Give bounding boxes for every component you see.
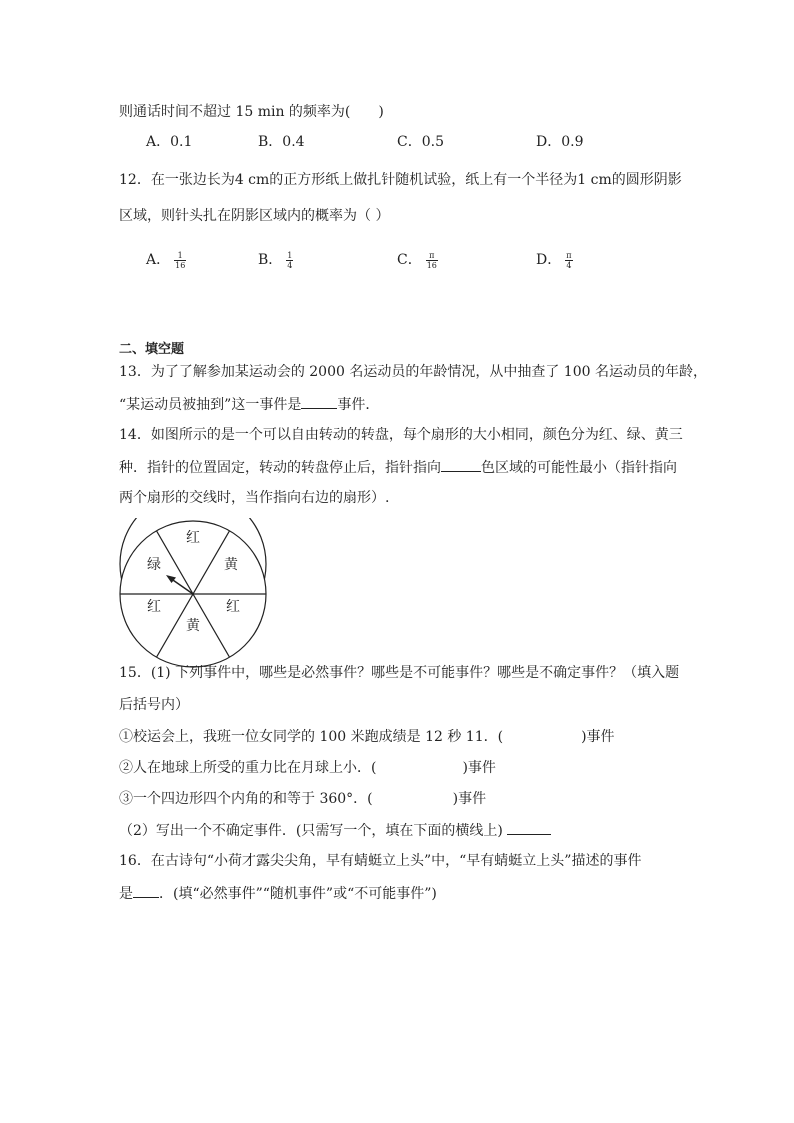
- q15-line1: 15．(1) 下列事件中，哪些是必然事件？哪些是不可能事件？哪些是不确定事件？（填入题: [119, 665, 680, 681]
- sector-label-top: 红: [186, 530, 200, 546]
- answer-blank[interactable]: [133, 883, 159, 898]
- answer-blank[interactable]: [441, 457, 481, 472]
- q12-line1: 12．在一张边长为4 cm的正方形纸上做扎针随机试验，纸上有一个半径为1 cm的圆形阴影: [119, 172, 682, 188]
- q13-text-b: 事件．: [337, 397, 380, 413]
- fraction: [565, 251, 572, 270]
- q12-option-a: [146, 250, 186, 270]
- fraction: [286, 251, 293, 270]
- item3-text: ③一个四边形四个内角的和等于 360°．(: [119, 791, 373, 807]
- q15-item1: [119, 727, 615, 747]
- q11-option-b: B．0.4: [258, 134, 305, 150]
- q11-option-a: A．0.1: [146, 134, 193, 150]
- q12-line2: 区域，则针头扎在阴影区域内的概率为（ ）: [119, 208, 390, 224]
- sector-label-lower-left: 红: [147, 599, 161, 615]
- q16-line2: [119, 883, 437, 904]
- option-letter: C．: [397, 252, 422, 268]
- q14-line2: [119, 457, 677, 478]
- denominator: 16: [426, 260, 437, 270]
- sector-label-upper-right: 黄: [224, 557, 238, 573]
- q13-line1: 13．为了了解参加某运动会的 2000 名运动员的年龄情况，从中抽查了 100 名运动员的年龄，: [119, 364, 707, 380]
- fraction: [426, 251, 438, 270]
- q12-option-c: [397, 250, 438, 270]
- q11-option-d: D．0.9: [536, 134, 584, 150]
- item2-suffix: )事件: [462, 760, 496, 776]
- q15-line2: 后括号内）: [119, 697, 189, 713]
- q16-text-a: 是: [119, 886, 133, 902]
- q14-text-b: 色区域的可能性最小（指针指向: [481, 460, 677, 476]
- q14-line1: 14．如图所示的是一个可以自由转动的转盘，每个扇形的大小相同，颜色分为红、绿、黄三: [119, 427, 683, 443]
- q12-option-b: [258, 250, 293, 270]
- sector-label-bottom: 黄: [186, 618, 200, 634]
- q13-text-a: “某运动员被抽到”这一事件是: [119, 397, 302, 413]
- item1-suffix: )事件: [581, 729, 615, 745]
- option-letter: B．: [258, 252, 283, 268]
- denominator: 4: [287, 260, 293, 270]
- q11-option-c: C．0.5: [397, 134, 444, 150]
- denominator: 4: [566, 260, 572, 270]
- numerator: π: [566, 250, 572, 260]
- fraction: [174, 251, 186, 270]
- q14-text-a: 种．指针的位置固定，转动的转盘停止后，指针指向: [119, 460, 441, 476]
- denominator: 16: [175, 260, 186, 270]
- option-letter: A．: [146, 252, 171, 268]
- q15-item2: [119, 758, 496, 778]
- part2-text: （2）写出一个不确定事件．(只需写一个，填在下面的横线上): [119, 823, 503, 839]
- q14-line3: 两个扇形的交线时，当作指向右边的扇形）.: [119, 490, 390, 506]
- item2-text: ②人在地球上所受的重力比在月球上小．(: [119, 760, 377, 776]
- q12-option-d: [536, 250, 573, 270]
- sector-label-lower-right: 红: [226, 599, 240, 615]
- q15-part2: [119, 820, 551, 841]
- item1-text: ①校运会上，我班一位女同学的 100 米跑成绩是 12 秒 11．(: [119, 729, 504, 745]
- sector-label-upper-left: 绿: [147, 557, 161, 573]
- answer-blank[interactable]: [301, 394, 337, 409]
- answer-blank[interactable]: [507, 820, 551, 835]
- numerator: 1: [174, 251, 186, 261]
- q16-text-b: ．(填“必然事件”“随机事件”或“不可能事件”): [159, 886, 437, 902]
- q16-line1: 16．在古诗句“小荷才露尖尖角，早有蜻蜓立上头”中，“早有蜻蜓立上头”描述的事件: [119, 853, 642, 869]
- option-letter: D．: [536, 252, 562, 268]
- q13-line2: [119, 394, 379, 415]
- q15-item3: [119, 789, 486, 809]
- q11-stem: 则通话时间不超过 15 min 的频率为( ): [119, 104, 384, 120]
- numerator: 1: [287, 250, 293, 260]
- numerator: π: [426, 251, 438, 261]
- item3-suffix: )事件: [452, 791, 487, 807]
- spinner-wheel: [118, 518, 270, 670]
- section-heading: 二、填空题: [119, 342, 185, 357]
